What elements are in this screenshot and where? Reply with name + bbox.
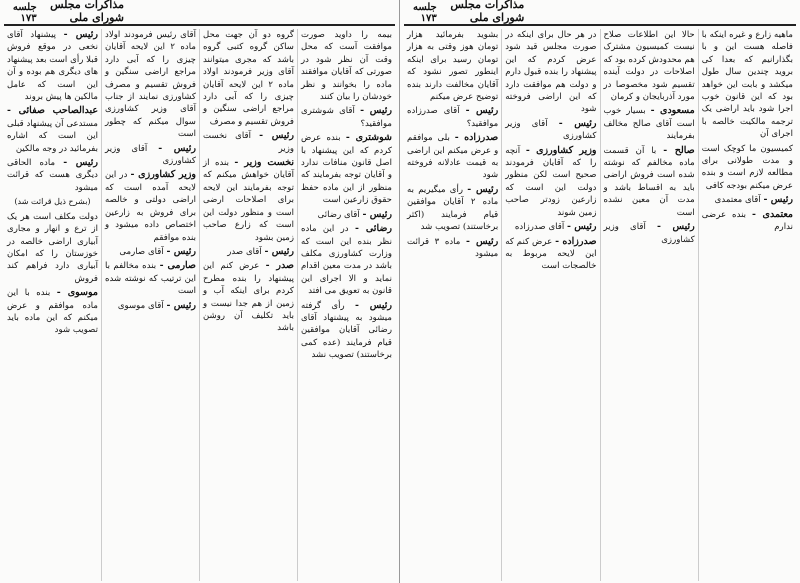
speaker-name: رئیس - [465, 235, 499, 247]
paragraph-text: گروه دو آن جهت محل ساکن گروه کتبی گروه باشد که مجری میتوانند آقای وزیر فرمودند اولاد ماده ۲ این لایحه آقایان چیزی را که آبی دارد مراجع اراضی سنگین و فروش تقسیم و مصرف [203, 30, 294, 127]
paragraph-text: عرض کنم این پیشنهاد را بنده مطرح کردم برای اینکه آب و زمین از هم جدا نیست و باید تکلیف آن روشن باشد [203, 261, 294, 334]
speaker-name: رضائی - [354, 223, 392, 235]
paragraph [301, 29, 392, 103]
paragraph-text: آقای صدرزاده موافقید؟ [407, 106, 499, 129]
speaker-name: رئیس - [360, 105, 392, 117]
page-header [404, 0, 796, 26]
text-column [101, 29, 199, 581]
speaker-name: صدرزاده - [555, 235, 597, 247]
paragraph [105, 246, 196, 258]
paragraph-text: آقای موسوی [117, 300, 164, 311]
speaker-name: رئیس - [63, 29, 98, 40]
speaker-name: وزیر کشاورزی - [130, 169, 197, 181]
paragraph [604, 145, 695, 219]
text-column [600, 29, 698, 581]
journal-title: مذاکرات مجلس شورای ملی [50, 0, 124, 24]
paragraph-text: آقای رئیس فرمودند اولاد ماده ۲ این لایحه آقایان چیزی را که آبی دارد مراجع اراضی سنگین و فروش تقسیم و مصرف کشاورزی نمایند از جناب آقای وزیر کشاورزی سوال میکنم که چطور است [105, 30, 196, 140]
journal-title: مذاکرات مجلس شورای ملی [450, 0, 525, 24]
paragraph-text: حالا این اطلاعات صلاح نیست کمیسیون مشترک هم محدودش کرده بود که اصلاحات در دولت آینده تقسیم شود مخصوصا در مورد آذربایجان و کرمان [603, 30, 695, 103]
paragraph-text: رأی گرفته میشود به پیشنهاد آقای رضائی آقایان موافقین قیام فرمایند (عده کمی برخاستند) تصویب نشد [301, 300, 392, 361]
text-column [297, 29, 395, 581]
paragraph [505, 236, 596, 273]
text-columns [404, 26, 796, 581]
speaker-name: رئیس - [465, 105, 499, 117]
speaker-name: رئیس - [558, 117, 597, 129]
paragraph-text: آقای صدر [227, 246, 262, 257]
paragraph [505, 145, 596, 219]
speaker-name: معتمدی - [752, 208, 793, 220]
paragraph [7, 29, 98, 103]
paragraph [7, 105, 98, 155]
text-columns [4, 26, 395, 581]
speaker-name: رئیس - [264, 245, 294, 257]
paragraph [203, 29, 294, 128]
paragraph-text: بسیار خوب است آقای صالح مخالف بفرمایند [603, 106, 695, 142]
paragraph-text: عرض کنم که این لایحه مربوط به خالصجات است [505, 236, 597, 272]
speaker-name: رئیس - [567, 221, 597, 233]
paragraph [702, 29, 793, 141]
paragraph [702, 209, 793, 234]
speaker-name: موسوی - [56, 287, 98, 299]
paragraph [702, 194, 793, 206]
speaker-name: رئیس - [656, 221, 695, 233]
paragraph-text: آقای رضائی [317, 209, 360, 220]
paragraph [105, 29, 196, 141]
paragraph-text: بنده عرضی ندارم [701, 209, 793, 233]
text-column [4, 29, 101, 581]
paragraph [203, 260, 294, 334]
speaker-name: صدرزاده - [454, 132, 499, 144]
paragraph-text: آنچه را که آقایان فرمودند صحیح است لکن منظور دولت این است که زارعین زودتر صاحب زمین شوند [505, 145, 597, 218]
paragraph-text: دولت مکلف است هر یک از ترع و انهار و مجاری آبیاری اراضی خالصه در خوزستان را که امکان آبیاری دارد فراهم کند فروش [7, 211, 98, 284]
speaker-name: رئیس - [158, 142, 197, 154]
paragraph [604, 105, 695, 142]
paragraph [301, 209, 392, 221]
paragraph-text: آقای صدرزاده [514, 222, 565, 233]
speaker-name: رئیس - [467, 183, 499, 195]
paragraph-text: بلی موافقم و عرض میکنم این اراضی به قیمت عادلانه فروخته شود [407, 133, 499, 181]
paragraph [604, 221, 695, 246]
paragraph [7, 211, 98, 285]
paragraph [105, 169, 196, 243]
paragraph-text: کمیسیون ما کوچک است و مدت طولانی برای مطالعه لازم است و بنده عرض میکنم بودجه کافی [701, 143, 793, 191]
page-number [524, 0, 792, 24]
speaker-name: عبدالصاحب صفائی - [7, 105, 98, 117]
speaker-name: رئیس - [166, 299, 196, 311]
speaker-name: نخست وزیر - [234, 157, 294, 169]
paragraph-text: آقای نخست وزیر [203, 131, 294, 154]
paragraph-text: ماهیه زارع و غیره اینکه با فاصله هست این و با بگذارانیم که بعدا کی بروید چندین سال طول میکشد و بابت این خواهد بود که این قانون خوب اجرا شود باید اراضی یک ترجمه مالکیت خالصه با اجرای آن [701, 30, 793, 140]
paragraph-text: ماده ۳ قرائت میشود [407, 236, 499, 259]
paragraph [407, 132, 498, 182]
paragraph [702, 143, 793, 193]
paragraph-text: پیشنهاد آقای نخعی در موقع فروش قبلا رأی است بعد پیشنهاد های دیگری هم بوده و آن این است که عامل مالکین ها پیش بروند [7, 30, 98, 103]
paragraph [301, 105, 392, 130]
paragraph-text: (بشرح ذیل قرائت شد) [14, 197, 91, 207]
speaker-name: رئیس - [166, 245, 196, 257]
speaker-name: مسعودی - [650, 105, 695, 117]
text-column [404, 29, 501, 581]
paragraph-text: آقای وزیر کشاورزی [505, 118, 597, 142]
paragraph-text: بیمه را داوید صورت موافقت آست که محل وقت آن نظر شود در صورتی که آقایان موافقند ماده را بخوانند و نظر خودشان را بیان کنند [301, 30, 392, 103]
paragraph-text: مستدعی آن پیشنهاد قبلی این است که اشاره بفرمائید در وجه مالکین [7, 118, 98, 154]
speaker-name: رئیس - [63, 157, 99, 169]
paragraph [604, 29, 695, 103]
paragraph-text: با آن قسمت ماده مخالفم که نوشته شده است فروش اراضی باید به اقساط باشد و مدت آن معین نشده است [603, 145, 695, 218]
paragraph [105, 260, 196, 297]
paragraph [505, 29, 596, 116]
page-header [4, 0, 395, 26]
paragraph [7, 196, 98, 208]
speaker-name: صارمی - [159, 260, 196, 272]
speaker-name: رئیس - [355, 299, 393, 311]
paragraph [105, 300, 196, 312]
speaker-name: صالح - [663, 144, 695, 156]
paragraph-text: رأی میگیریم به ماده ۲ آقایان موافقین قیام فرمایند (اکثر برخاستند) تصویب شد [407, 184, 499, 233]
paragraph [105, 143, 196, 168]
paragraph-text: آقای وزیر کشاورزی [105, 143, 196, 167]
paragraph-text: بنده عرض کردم که این پیشنهاد با اصل قانون منافات ندارد و آقایان توجه بفرمایند که منظور از این ماده حفظ حقوق زارعین است [301, 133, 392, 206]
paragraph-text: ماده الحاقی دیگری هست که قرائت میشود [7, 158, 98, 193]
session-number: جلسه ۱۷۳ [12, 2, 37, 24]
paragraph [407, 105, 498, 130]
session-number: جلسه ۱۷۳ [412, 2, 437, 24]
paragraph-text: بنده از آقایان خواهش میکنم که توجه بفرمایند این لایحه برای اصلاحات ارضی است و منظور دولت این است که زارع صاحب زمین بشود [203, 158, 294, 243]
text-column [199, 29, 297, 581]
paragraph-text: بنده با این ماده موافقم و عرض میکنم که این ماده باید تصویب شود [7, 288, 98, 336]
text-column [698, 29, 796, 581]
speaker-name: وزیر کشاورزی - [525, 144, 597, 156]
paragraph [7, 287, 98, 337]
paragraph-text: بنده مخالفم با این ترتیب که نوشته شده است [105, 261, 196, 297]
paragraph [407, 236, 498, 261]
page-number [124, 0, 391, 24]
speaker-name: رئیس - [259, 130, 294, 142]
paragraph [407, 29, 498, 103]
speaker-name: صدر - [265, 260, 294, 272]
paragraph [301, 132, 392, 206]
paragraph [407, 184, 498, 234]
paragraph [505, 118, 596, 143]
paragraph-text: آقای وزیر کشاورزی [603, 222, 695, 245]
paragraph-text: در هر حال برای اینکه در صورت مجلس قید شود عرض کردم که این پیشنهاد را بنده قبول دارم و دولت هم موافقت دارد که این اراضی فروخته شود [505, 30, 597, 115]
speaker-name: رئیس - [763, 194, 793, 206]
paragraph-text: بشوید بفرمائید هزار تومان هوز وقتی به هزار تومان رسید برای اینکه اینطور تصور نشود که آقایان مخالفت دارند بنده توضیح عرض میکنم [407, 30, 499, 103]
speaker-name: شوشتری - [345, 132, 392, 144]
paragraph-text: آقای معتمدی [714, 195, 761, 206]
page-right [400, 0, 800, 583]
speaker-name: رئیس - [362, 208, 392, 220]
paragraph [301, 300, 392, 362]
paragraph [505, 221, 596, 233]
paragraph-text: آقای شوشتری موافقید؟ [301, 106, 392, 129]
paragraph-text: در این ماده نظر بنده این است که وزارت کشاورزی مکلف باشد در مدت معین اقدام نماید و الا اجرای این قانون به تعویق می افتد [301, 224, 392, 297]
text-column [501, 29, 599, 581]
paragraph-text: در این لایحه آمده است که اراضی دولتی و خالصه برای فروش به زارعین اختصاص داده میشود و بنده موافقم [105, 170, 196, 243]
paragraph [203, 246, 294, 258]
paragraph-text: آقای صارمی [119, 246, 164, 257]
paragraph [203, 157, 294, 244]
paragraph [7, 157, 98, 194]
paragraph [301, 223, 392, 297]
paragraph [203, 130, 294, 155]
